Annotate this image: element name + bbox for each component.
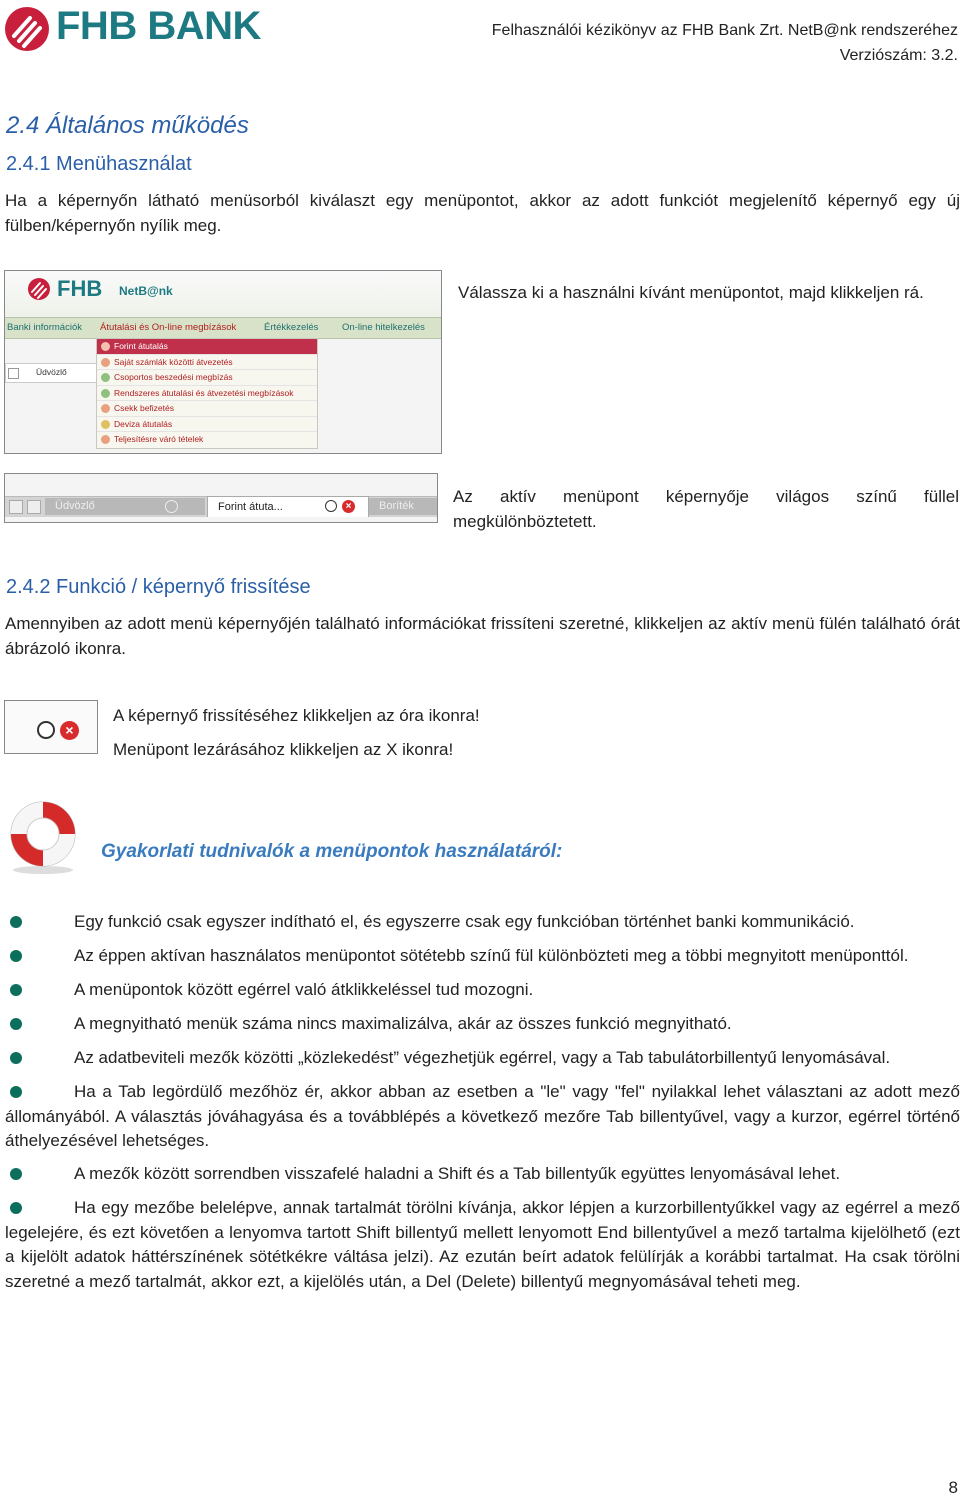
- menu-item-banki[interactable]: Banki információk: [7, 322, 82, 333]
- menu-item-ertek[interactable]: Értékkezelés: [264, 322, 319, 333]
- doc-version: Verziószám: 3.2.: [839, 47, 958, 64]
- subsection-heading-2: 2.4.2 Funkció / képernyő frissítése: [6, 576, 311, 598]
- dropdown-item-deviza[interactable]: Deviza átutalás: [97, 417, 317, 433]
- list-item: A megnyitható menük száma nincs maximalizálva, akár az összes funkció megnyitható.: [74, 1014, 732, 1033]
- refresh-caption: A képernyő frissítéséhez klikkeljen az óra ikonra!: [113, 706, 480, 725]
- list-item: Ha a Tab legördülő mezőhöz ér, akkor abban az esetben a "le" vagy "fel" nyilakkal lehet választani az adott mező állományából. A választás jóváhagyása és a továbblépés a következő mezőre Tab billentyűvel, vagy a kurzor, egérrel történő áthelyezésével lehetséges.: [5, 1082, 960, 1150]
- dropdown-item-teljesitesre[interactable]: Teljesítésre váró tételek: [97, 432, 317, 448]
- bullet-icon: [10, 1052, 22, 1064]
- app-dropdown-menu: [96, 338, 318, 449]
- dropdown-item-rendszeres[interactable]: Rendszeres átutalási és átvezetési megbízások: [97, 386, 317, 402]
- list-item: Egy funkció csak egyszer indítható el, és egyszerre csak egy funkcióban történhet banki kommunikáció.: [74, 912, 855, 931]
- section-heading: 2.4 Általános működés: [6, 112, 249, 139]
- tab-screenshot: [4, 473, 438, 523]
- menu-item-hitel[interactable]: On-line hitelkezelés: [342, 322, 425, 333]
- close-icon[interactable]: ×: [342, 500, 355, 513]
- tab-caption: Az aktív menüpont képernyője világos színű füllel megkülönböztetett.: [453, 487, 959, 531]
- transfer-icon: [101, 435, 110, 444]
- app-logo-text: FHB: [57, 276, 103, 301]
- clock-icon[interactable]: [325, 500, 337, 512]
- tab-arrow-icon[interactable]: [27, 500, 41, 514]
- app-netbank-text: NetB@nk: [119, 284, 173, 298]
- fhb-logo-icon: [4, 6, 50, 52]
- list-item: A menüpontok között egérrel való átklikkeléssel tud mozogni.: [74, 980, 534, 999]
- dropdown-item-forint[interactable]: Forint átutalás: [97, 339, 317, 355]
- subsection-heading-1: 2.4.1 Menühasználat: [6, 153, 192, 175]
- dropdown-item-csekk[interactable]: Csekk befizetés: [97, 401, 317, 417]
- bullet-icon: [10, 950, 22, 962]
- dropdown-item-csoportos[interactable]: Csoportos beszedési megbízás: [97, 370, 317, 386]
- tab-boritek[interactable]: Boríték: [369, 498, 437, 515]
- dropdown-item-sajat[interactable]: Saját számlák közötti átvezetés: [97, 355, 317, 371]
- doc-title: Felhasználói kézikönyv az FHB Bank Zrt. NetB@nk rendszeréhez: [491, 22, 958, 39]
- clock-icon[interactable]: [165, 500, 178, 513]
- logo: [4, 6, 274, 56]
- grid-icon: [8, 368, 19, 379]
- netbank-logo-icon: [27, 277, 51, 301]
- lifebuoy-icon: [6, 798, 80, 876]
- tab-welcome[interactable]: Üdvözlő: [45, 498, 205, 515]
- tab-arrow-icon[interactable]: [9, 500, 23, 514]
- menu-screenshot-caption: Válassza ki a használni kívánt menüpontot, majd klikkeljen rá.: [458, 283, 924, 302]
- transfer-icon: [101, 420, 110, 429]
- app-welcome-tab[interactable]: Üdvözlő: [36, 367, 67, 377]
- list-item: A mezők között sorrendben visszafelé haladni a Shift és a Tab billentyűk együttes lenyomásával lehet.: [74, 1164, 841, 1183]
- menu-usage-text: Ha a képernyőn látható menüsorból kiválaszt egy menüpontot, akkor az adott funkciót megjelenítő képernyő egy új fülben/képernyőn nyílik meg.: [5, 191, 960, 235]
- transfer-icon: [101, 404, 110, 413]
- list-item: Ha egy mezőbe belelépve, annak tartalmát törölni kívánja, akkor lépjen a kurzorbillentyűkkel vagy az egérrel a mező legelejére, és ezt követően a lenyomva tartott Shift billentyű mellett lenyomott End billentyűvel a mező tartalma kijelölhető (ezt a kijelölt adatok háttérszínének sötétkékre váltása jelzi). Az ezután beírt adatok felülírják a korábbi tartalmat. Ha csak törölni szeretné a mező tartalmát, akkor ezt, a kijelölés után, a Del (Delete) billentyű megnyomásával teheti meg.: [5, 1198, 960, 1291]
- menu-screenshot: [4, 270, 442, 454]
- refresh-text: Amennyiben az adott menü képernyőjén található információkat frissíteni szeretné, klikkeljen az aktív menü fülén található órát ábrázoló ikonra.: [5, 614, 960, 658]
- icons-screenshot: [4, 700, 98, 754]
- close-caption: Menüpont lezárásához klikkeljen az X ikonra!: [113, 740, 454, 759]
- page-number: 8: [948, 1478, 958, 1497]
- bullet-icon: [10, 984, 22, 996]
- transfer-icon: [101, 342, 110, 351]
- bullet-icon: [10, 916, 22, 928]
- tab-forint-active[interactable]: Forint átuta... ×: [207, 496, 369, 517]
- transfer-icon: [101, 373, 110, 382]
- list-item: Az adatbeviteli mezők közötti „közlekedést” végezhetjük egérrel, vagy a Tab tabulátorbillentyű lenyomásával.: [74, 1048, 891, 1067]
- list-item: Az éppen aktívan használatos menüpontot sötétebb színű fül különbözteti meg a többi megnyitott menüponttól.: [74, 946, 909, 965]
- logo-text: FHB BANK: [56, 4, 261, 48]
- clock-icon[interactable]: [37, 721, 55, 739]
- menu-item-atutalasi[interactable]: Átutalási és On-line megbízások: [100, 322, 237, 333]
- bullet-icon: [10, 1168, 22, 1180]
- transfer-icon: [101, 358, 110, 367]
- close-icon[interactable]: ×: [60, 721, 79, 740]
- bullet-icon: [10, 1018, 22, 1030]
- transfer-icon: [101, 389, 110, 398]
- tips-title: Gyakorlati tudnivalók a menüpontok használatáról:: [101, 841, 563, 862]
- app-menubar: [5, 317, 441, 339]
